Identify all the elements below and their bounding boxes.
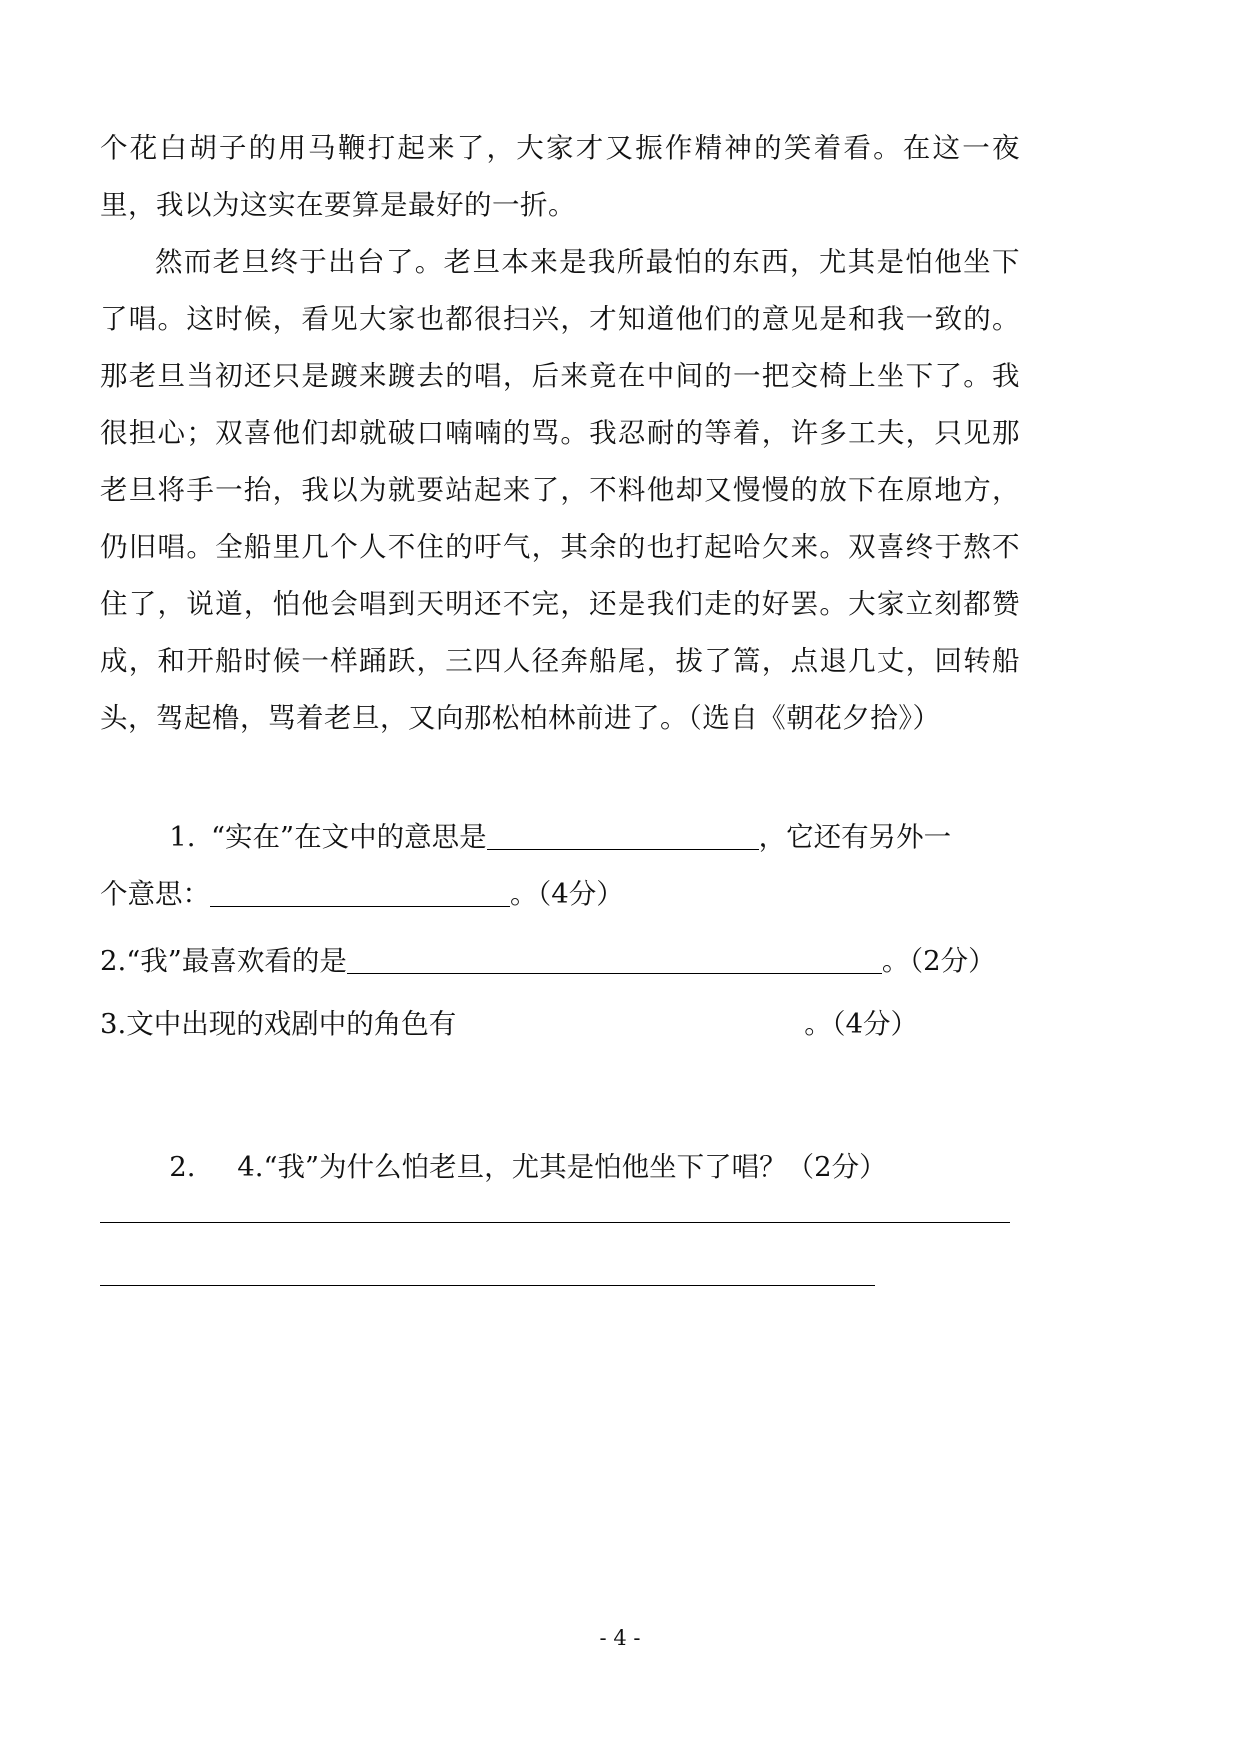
question-list bbox=[100, 809, 1020, 1196]
passage-paragraph-1: 个花白胡子的用马鞭打起来了，大家才又振作精神的笑着看。在这一夜里，我以为这实在要算是最好的一折。 bbox=[100, 132, 1020, 221]
question-3-number: 3. bbox=[100, 1008, 127, 1040]
answer-rule-line-2[interactable] bbox=[100, 1285, 875, 1286]
question-2-number: 2. bbox=[100, 945, 127, 977]
answer-writing-area bbox=[100, 1222, 1020, 1286]
page-number: - 4 - bbox=[599, 1626, 641, 1650]
question-4-text-a: “我”为什么怕老旦，尤其是怕他坐下了唱？ bbox=[263, 1151, 787, 1183]
question-1-text-c: 个意思： bbox=[100, 878, 210, 910]
question-1-text-b: ，它还有另外一 bbox=[758, 821, 952, 853]
question-2-text-a: “我”最喜欢看的是 bbox=[126, 945, 347, 977]
question-2-points: （2分） bbox=[909, 945, 996, 977]
question-4-points: （2分） bbox=[786, 1151, 887, 1183]
question-2-answer-blank[interactable] bbox=[347, 951, 882, 974]
question-1-points: （4分） bbox=[537, 878, 624, 910]
question-1-number: 1. bbox=[169, 821, 196, 853]
reading-passage bbox=[100, 120, 1020, 747]
question-3-text-a: 文中出现的戏剧中的角色有 bbox=[126, 1008, 457, 1040]
question-4 bbox=[100, 1139, 1020, 1196]
question-3-answer-space[interactable] bbox=[456, 1015, 804, 1037]
question-3 bbox=[100, 996, 1020, 1053]
question-1-period: 。 bbox=[510, 878, 538, 910]
question-2 bbox=[100, 933, 1020, 990]
question-4-list-marker: 2. bbox=[169, 1151, 196, 1183]
question-3-period: 。 bbox=[804, 1008, 832, 1040]
question-2-period: 。 bbox=[881, 945, 910, 977]
answer-rule-line-1[interactable] bbox=[100, 1222, 1010, 1223]
question-1-text-a: “实在”在文中的意思是 bbox=[211, 821, 487, 853]
question-1 bbox=[100, 809, 1020, 923]
question-3-points: （4分） bbox=[831, 1008, 918, 1040]
question-4-number: 4. bbox=[237, 1151, 264, 1183]
question-1-answer-blank-a[interactable] bbox=[487, 827, 759, 850]
passage-paragraph-2: 然而老旦终于出台了。老旦本来是我所最怕的东西，尤其是怕他坐下了唱。这时候，看见大家也都很扫兴，才知道他们的意见是和我一致的。那老旦当初还只是踱来踱去的唱，后来竟在中间的一把交椅上坐下了。我很担心；双喜他们却就破口喃喃的骂。我忍耐的等着，许多工夫，只见那老旦将手一抬，我以为就要站起来了，不料他却又慢慢的放下在原地方，仍旧唱。全船里几个人不住的吁气，其余的也打起哈欠来。双喜终于熬不住了，说道，怕他会唱到天明还不完，还是我们走的好罢。大家立刻都赞成，和开船时候一样踊跃，三四人径奔船尾，拔了篙，点退几丈，回转船头，驾起橹，骂着老旦，又向那松柏林前进了。（选自《朝花夕拾》） bbox=[100, 246, 1020, 734]
question-1-answer-blank-b[interactable] bbox=[210, 884, 510, 907]
page-content bbox=[100, 120, 1020, 1196]
